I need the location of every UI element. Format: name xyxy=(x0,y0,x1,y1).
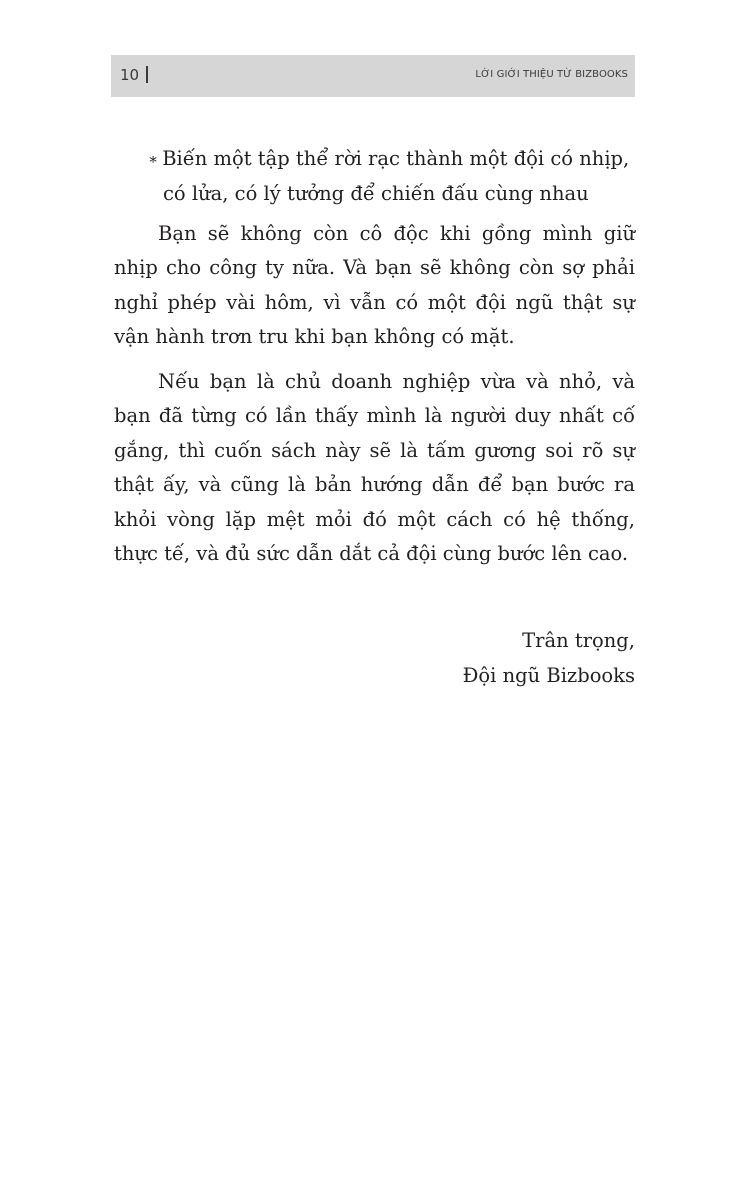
bullet-text: Biến một tập thể rời rạc thành một đội có nhịp, xyxy=(162,147,630,170)
page-number: 10 xyxy=(120,66,140,84)
paragraph-1 xyxy=(114,217,635,355)
signature: Đội ngũ Bizbooks xyxy=(462,664,635,687)
paragraph-line: nhịp cho công ty nữa. Và bạn sẽ không còn sợ phải xyxy=(114,256,635,280)
asterisk-icon: ∗ xyxy=(148,150,159,168)
paragraph-line: Nếu bạn là chủ doanh nghiệp vừa và nhỏ, và xyxy=(158,370,635,393)
bullet-line-1 xyxy=(148,142,638,177)
bullet-item xyxy=(148,142,638,211)
paragraph-line: khỏi vòng lặp mệt mỏi đó một cách có hệ thống, xyxy=(114,507,635,531)
paragraph-2 xyxy=(114,365,635,571)
paragraph-line: Bạn sẽ không còn cô độc khi gồng mình giữ xyxy=(158,222,635,245)
closing-signature xyxy=(463,623,635,693)
bullet-line-2: có lửa, có lý tưởng để chiến đấu cùng nhau xyxy=(163,182,589,205)
paragraph-line: thực tế, và đủ sức dẫn dắt cả đội cùng bước lên cao. xyxy=(114,542,629,566)
paragraph-line: gắng, thì cuốn sách này sẽ là tấm gương soi rõ sự xyxy=(114,438,635,462)
running-head: LỜI GIỚI THIỆU TỪ BIZBOOKS xyxy=(475,69,628,80)
paragraph-line: vận hành trơn tru khi bạn không có mặt. xyxy=(114,325,515,349)
paragraph-line: nghỉ phép vài hôm, vì vẫn có một đội ngũ thật sự xyxy=(114,290,635,314)
paragraph-line: bạn đã từng có lần thấy mình là người duy nhất cố xyxy=(114,404,635,428)
header-divider xyxy=(146,66,148,83)
paragraph-line: thật ấy, và cũng là bản hướng dẫn để bạn bước ra xyxy=(114,473,635,497)
page-header xyxy=(111,55,635,97)
salutation: Trân trọng, xyxy=(522,629,635,652)
